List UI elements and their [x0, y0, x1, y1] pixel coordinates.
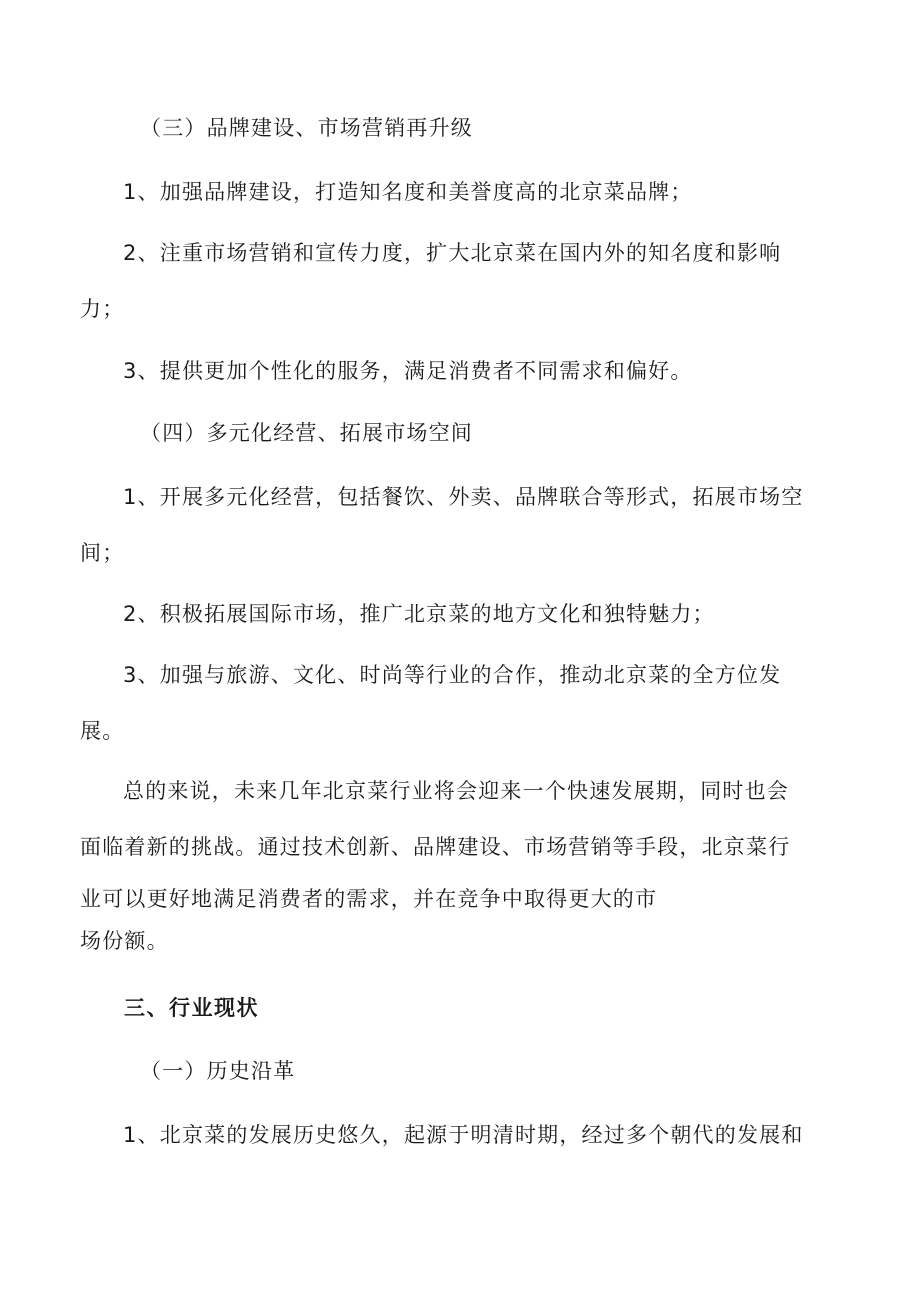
summary-line-4: 场份额。	[80, 929, 169, 953]
paragraph-diversification-item-3-line-1: 3、加强与旅游、文化、时尚等行业的合作，推动北京菜的全方位发	[123, 663, 782, 687]
paragraph-diversification-item-1-line-1: 1、开展多元化经营，包括餐饮、外卖、品牌联合等形式，拓展市场空	[123, 485, 804, 509]
paragraph-diversification-item-1-line-2: 间；	[80, 541, 125, 565]
subsection-title-brand-marketing: （三）品牌建设、市场营销再升级	[140, 116, 473, 140]
summary-line-3: 业可以更好地满足消费者的需求，并在竞争中取得更大的市	[80, 887, 658, 911]
paragraph-brand-item-2-line-1: 2、注重市场营销和宣传力度，扩大北京菜在国内外的知名度和影响	[123, 241, 782, 265]
summary-line-1: 总的来说，未来几年北京菜行业将会迎来一个快速发展期，同时也会	[123, 779, 789, 803]
paragraph-diversification-item-3-line-2: 展。	[80, 719, 125, 743]
summary-line-2: 面临着新的挑战。通过技术创新、品牌建设、市场营销等手段，北京菜行	[80, 835, 791, 859]
subsection-title-diversification: （四）多元化经营、拓展市场空间	[140, 421, 473, 445]
paragraph-brand-item-1: 1、加强品牌建设，打造知名度和美誉度高的北京菜品牌；	[123, 180, 693, 204]
paragraph-brand-item-2-line-2: 力；	[80, 297, 125, 321]
paragraph-history-item-1-line-1: 1、北京菜的发展历史悠久，起源于明清时期，经过多个朝代的发展和	[123, 1123, 804, 1147]
paragraph-brand-item-3: 3、提供更加个性化的服务，满足消费者不同需求和偏好。	[123, 359, 693, 383]
chapter-title-industry-status: 三、行业现状	[124, 996, 259, 1020]
subsection-title-history: （一）历史沿革	[140, 1059, 296, 1083]
paragraph-diversification-item-2: 2、积极拓展国际市场，推广北京菜的地方文化和独特魅力；	[123, 602, 715, 626]
